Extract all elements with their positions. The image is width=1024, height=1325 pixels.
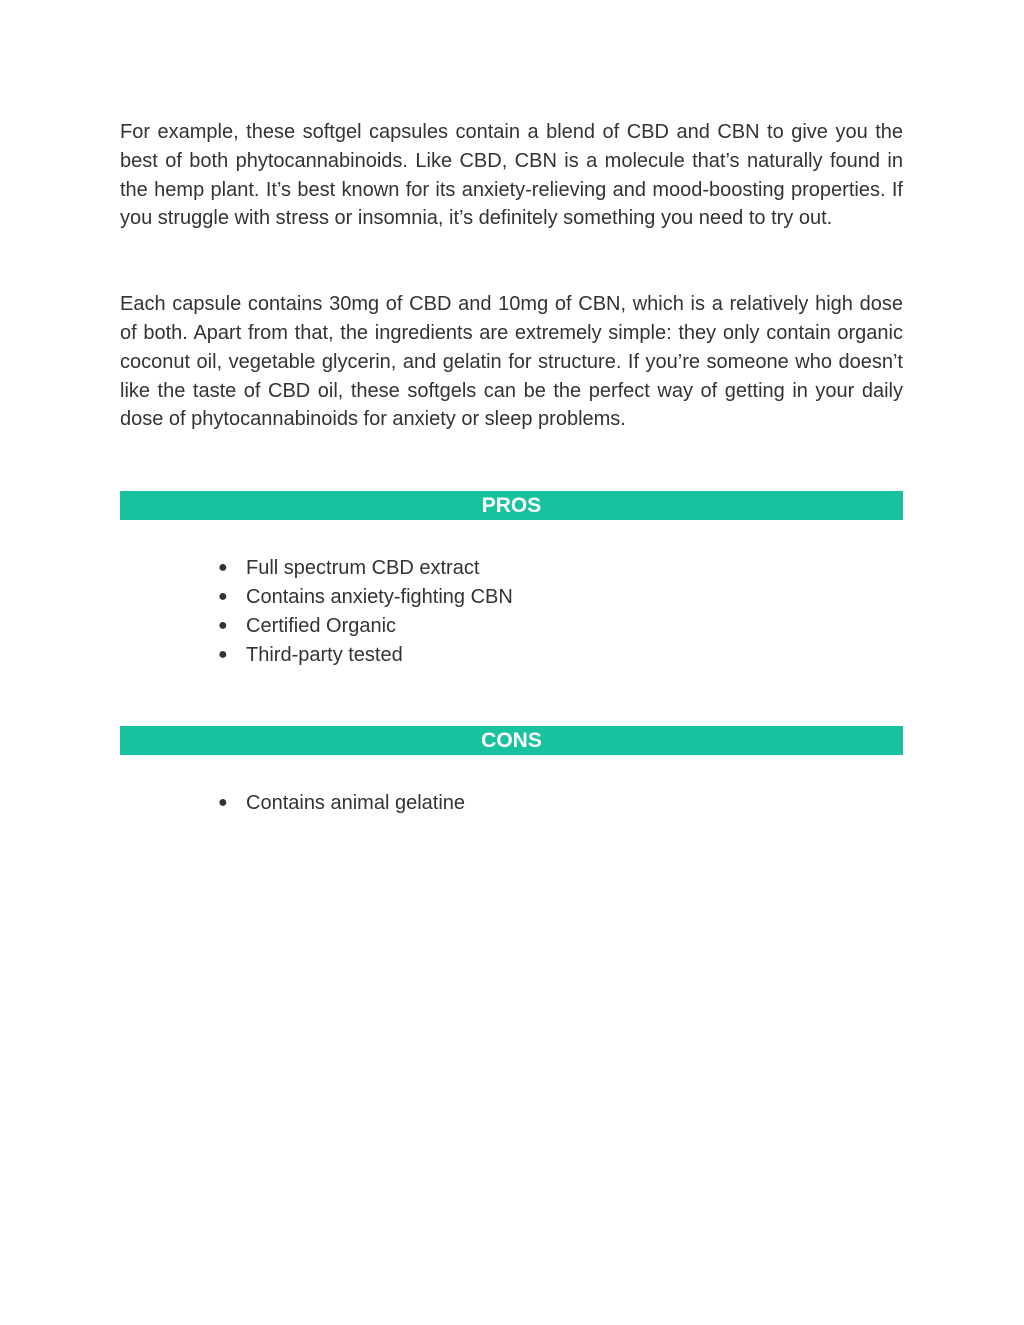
list-item <box>120 612 903 641</box>
bullet-icon: ● <box>218 587 228 605</box>
list-item <box>120 641 903 670</box>
list-item-text: Full spectrum CBD extract <box>246 557 480 580</box>
bullet-icon: ● <box>218 645 228 663</box>
pros-heading: PROS <box>120 491 903 520</box>
list-item <box>120 583 903 612</box>
list-item <box>120 554 903 583</box>
bullet-icon: ● <box>218 616 228 634</box>
list-item-text: Third-party tested <box>246 643 403 666</box>
list-item-text: Contains anxiety-fighting CBN <box>246 585 513 608</box>
list-item-text: Certified Organic <box>246 614 397 637</box>
paragraph-dosage: Each capsule contains 30mg of CBD and 10mg of CBN, which is a relatively high dose of both. Apart from that, the ingredients are extremely simple: they only contain organic coconut oil, vegetable glycerin, and gelatin for structure. If you’re someone who doesn’t like the taste of CBD oil, these softgels can be the perfect way of getting in your daily dose of phytocannabinoids for anxiety or sleep problems. <box>120 293 903 431</box>
pros-list <box>120 554 903 669</box>
bullet-icon: ● <box>218 794 228 812</box>
bullet-icon: ● <box>218 559 228 577</box>
list-item <box>120 789 903 818</box>
document-page <box>120 118 903 818</box>
paragraph-intro: For example, these softgel capsules contain a blend of CBD and CBN to give you the best of both phytocannabinoids. Like CBD, CBN is a molecule that’s naturally found in the hemp plant. It’s best known for its anxiety-relieving and mood-boosting properties. If you struggle with stress or insomnia, it’s definitely something you need to try out. <box>120 121 903 230</box>
list-item-text: Contains animal gelatine <box>246 792 466 815</box>
cons-heading: CONS <box>120 726 903 755</box>
cons-list <box>120 789 903 818</box>
